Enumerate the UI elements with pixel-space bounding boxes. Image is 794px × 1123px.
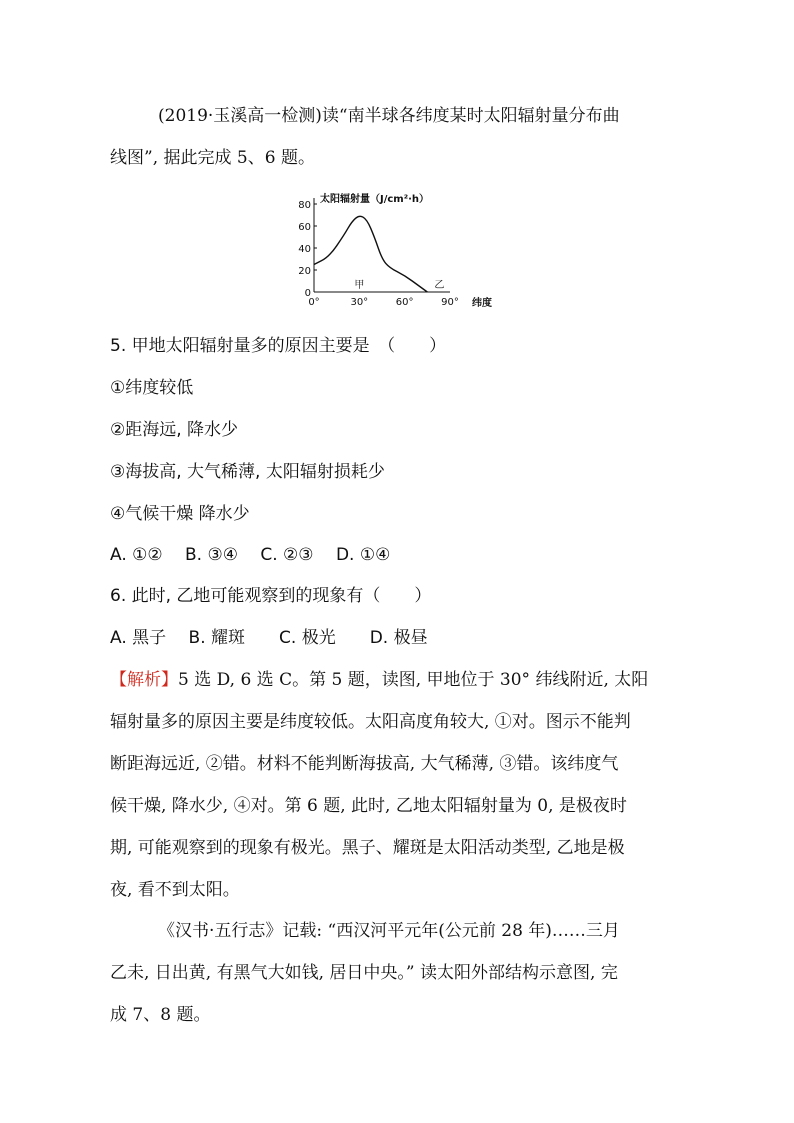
chart-xlabel: 纬度 [472,298,492,308]
intro-line-2: 线图”, 据此完成 5、6 题。 [110,148,315,168]
analysis-line-4: 候干燥, 降水少, ④对。第 6 题, 此时, 乙地太阳辐射量为 0, 是极夜时 [110,796,627,816]
intro-line-1: (2019·玉溪高一检测)读“南半球各纬度某时太阳辐射量分布曲 [158,106,620,126]
analysis-line-6: 夜, 看不到太阳。 [110,880,240,900]
y-tick-label: 80 [298,200,311,211]
y-tick-label: 60 [298,222,311,233]
q5-stem: 5. 甲地太阳辐射量多的原因主要是 （ ） [110,336,447,356]
y-tick-label: 40 [298,244,311,255]
analysis-line-2: 辐射量多的原因主要是纬度较低。太阳高度角较大, ①对。图示不能判 [110,712,631,732]
chart-ylabel: 太阳辐射量（J/cm²·h） [320,194,430,205]
annotation-label: 乙 [434,280,445,291]
y-tick-label: 0 [304,288,311,299]
analysis-text-1: 5 选 D, 6 选 C。第 5 题，读图, 甲地位于 30° 纬线附近, 太阳 [178,670,649,690]
q5-choices: A. ①② B. ③④ C. ②③ D. ①④ [110,545,391,565]
annotation-label: 甲 [354,280,365,291]
radiation-chart [290,188,510,308]
q6-stem: 6. 此时, 乙地可能观察到的现象有（ ） [110,586,432,606]
x-tick-labels [308,297,459,308]
x-tick-label: 0° [308,297,320,308]
analysis-line-1 [110,668,648,692]
q5-option-4: ④气候干燥 降水少 [110,504,250,524]
x-tick-label: 90° [441,297,459,308]
q5-option-2: ②距海远, 降水少 [110,420,239,440]
next-line-2: 乙未, 日出黄, 有黑气大如钱, 居日中央。” 读太阳外部结构示意图, 完 [110,963,618,983]
next-line-1: 《汉书·五行志》记载: “西汉河平元年(公元前 28 年)……三月 [158,921,620,941]
q5-option-1: ①纬度较低 [110,378,194,398]
analysis-line-3: 断距海远近, ②错。材料不能判断海拔高, 大气稀薄, ③错。该纬度气 [110,754,619,774]
next-line-3: 成 7、8 题。 [110,1005,211,1025]
radiation-curve [314,216,427,292]
q6-choices: A. 黑子 B. 耀斑 C. 极光 D. 极昼 [110,628,428,648]
x-tick-label: 30° [350,297,369,308]
analysis-tag: 【解析】 [110,670,178,690]
analysis-line-5: 期, 可能观察到的现象有极光。黑子、耀斑是太阳活动类型, 乙地是极 [110,838,625,858]
y-tick-label: 20 [298,266,311,277]
point-annotations [354,279,444,291]
x-tick-label: 60° [395,297,414,308]
q5-option-3: ③海拔高, 大气稀薄, 太阳辐射损耗少 [110,462,385,482]
